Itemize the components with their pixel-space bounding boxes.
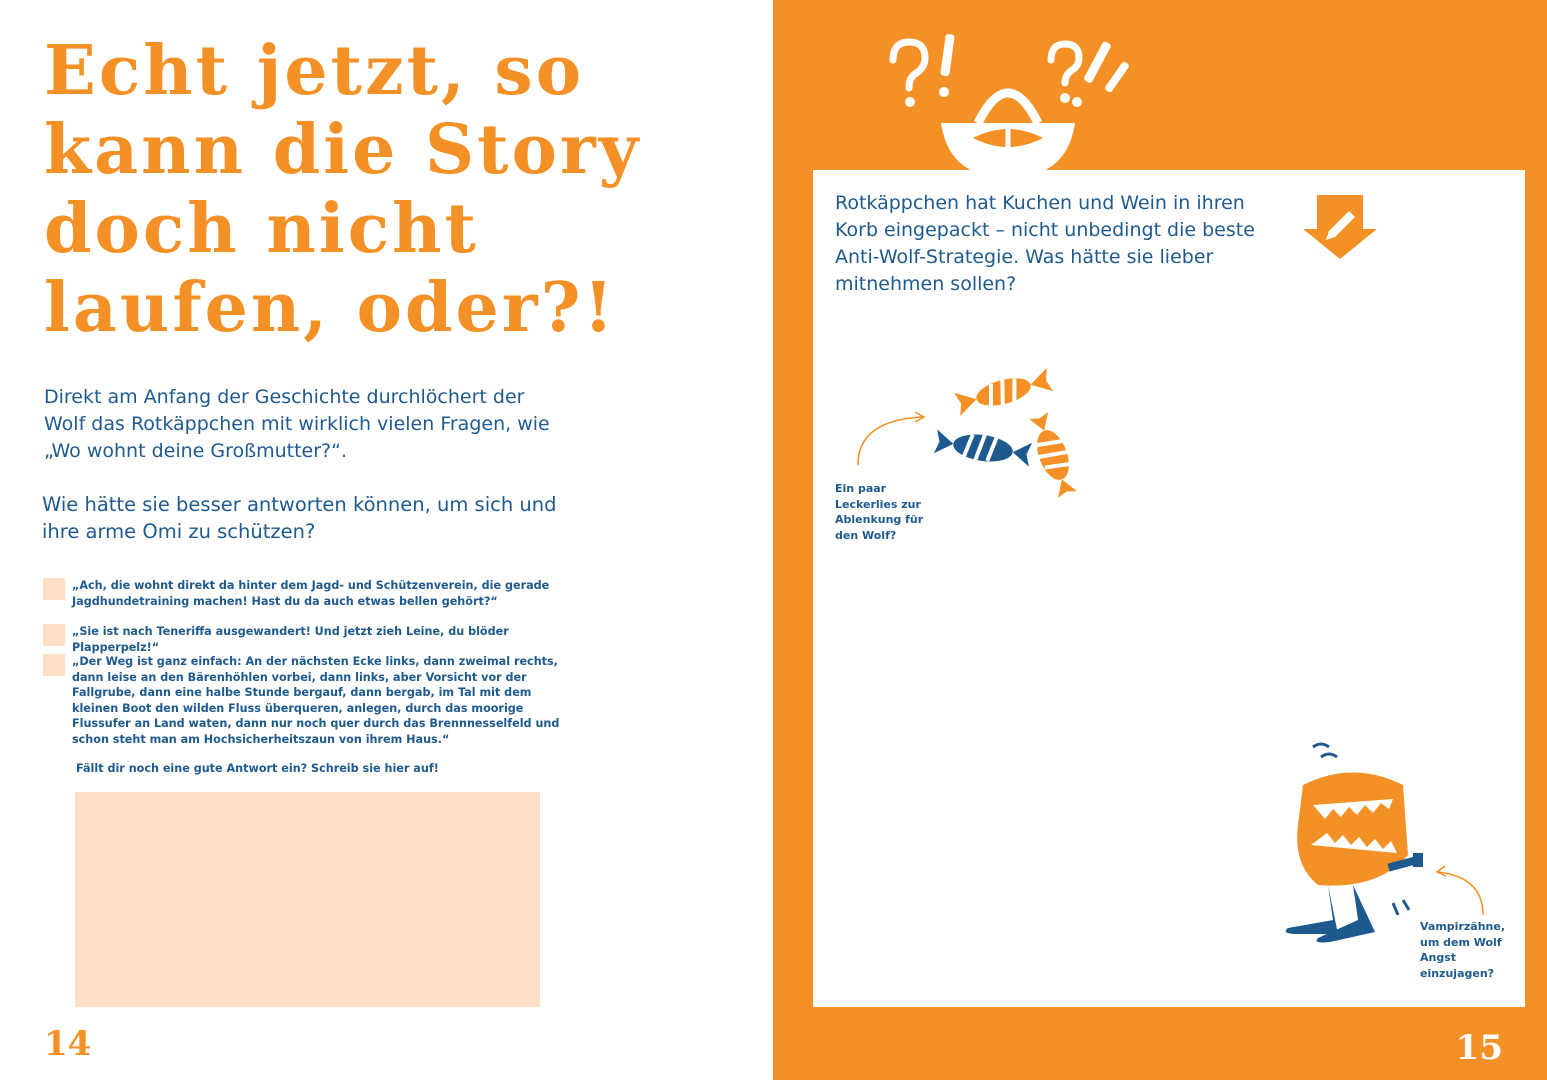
candy-caption: Ein paar Leckerlies zur Ablenkung für den Wolf?	[835, 482, 924, 542]
answer-checkbox[interactable]	[43, 654, 65, 676]
answer-checkbox[interactable]	[43, 578, 65, 600]
curved-arrow-icon	[853, 410, 933, 470]
card-question-text: Rotkäppchen hat Kuchen und Wein in ihren Korb eingepackt – nicht unbedingt die beste Anti-Wolf-Strategie. Was hätte sie lieber mitnehmen sollen?	[835, 192, 1255, 295]
answer-card[interactable]	[813, 170, 1525, 1007]
teeth-caption: Vampirzähne, um dem Wolf Angst einzujagen?	[1420, 920, 1505, 980]
title-line: doch nicht	[44, 189, 479, 269]
title-line: Echt jetzt, so	[44, 31, 585, 111]
answer-option	[43, 624, 563, 655]
answer-option	[43, 654, 563, 747]
answer-option-text: „Ach, die wohnt direkt da hinter dem Jagd- und Schützenverein, die gerade Jagdhundetraining machen! Hast du da auch etwas bellen gehört?“	[72, 579, 550, 608]
intro-text: Direkt am Anfang der Geschichte durchlöchert der Wolf das Rotkäppchen mit wirklich vielen Fragen, wie „Wo wohnt deine Großmutter?“.	[44, 386, 550, 462]
answer-checkbox[interactable]	[43, 624, 65, 646]
curved-arrow-icon	[1433, 860, 1493, 920]
page-number: 14	[44, 1024, 92, 1064]
answer-option-text: „Sie ist nach Teneriffa ausgewandert! Und jetzt zieh Leine, du blöder Plapperpelz!“	[72, 625, 509, 654]
right-page	[773, 0, 1547, 1080]
page-title	[44, 32, 744, 348]
answer-option-text: „Der Weg ist ganz einfach: An der nächsten Ecke links, dann zweimal rechts, dann leise an den Bärenhöhlen vorbei, dann links, aber Vorsicht vor der Fallgrube, dann eine halbe Stunde bergauf, dann bergab, im Tal mit dem kleinen Boot den wilden Fluss überqueren, anlegen, durch das moorige Flussufer an Land waten, dann nur noch quer durch das Brennnesselfeld und schon steht man am Hochsicherheitszaun von ihrem Haus.“	[72, 655, 560, 746]
title-line: laufen, oder?!	[44, 268, 617, 348]
title-line: kann die Story	[44, 110, 642, 190]
basket-icon	[933, 78, 1083, 178]
pencil-arrow-icon	[1303, 195, 1377, 259]
write-prompt: Fällt dir noch eine gute Antwort ein? Schreib sie hier auf!	[76, 762, 439, 775]
page-number: 15	[1455, 1028, 1503, 1068]
answer-write-area[interactable]	[75, 792, 540, 1007]
left-page	[0, 0, 773, 1080]
answer-option	[43, 578, 563, 609]
candy-icon	[933, 370, 1083, 500]
question-text: Wie hätte sie besser antworten können, um sich und ihre arme Omi zu schützen?	[42, 493, 557, 543]
